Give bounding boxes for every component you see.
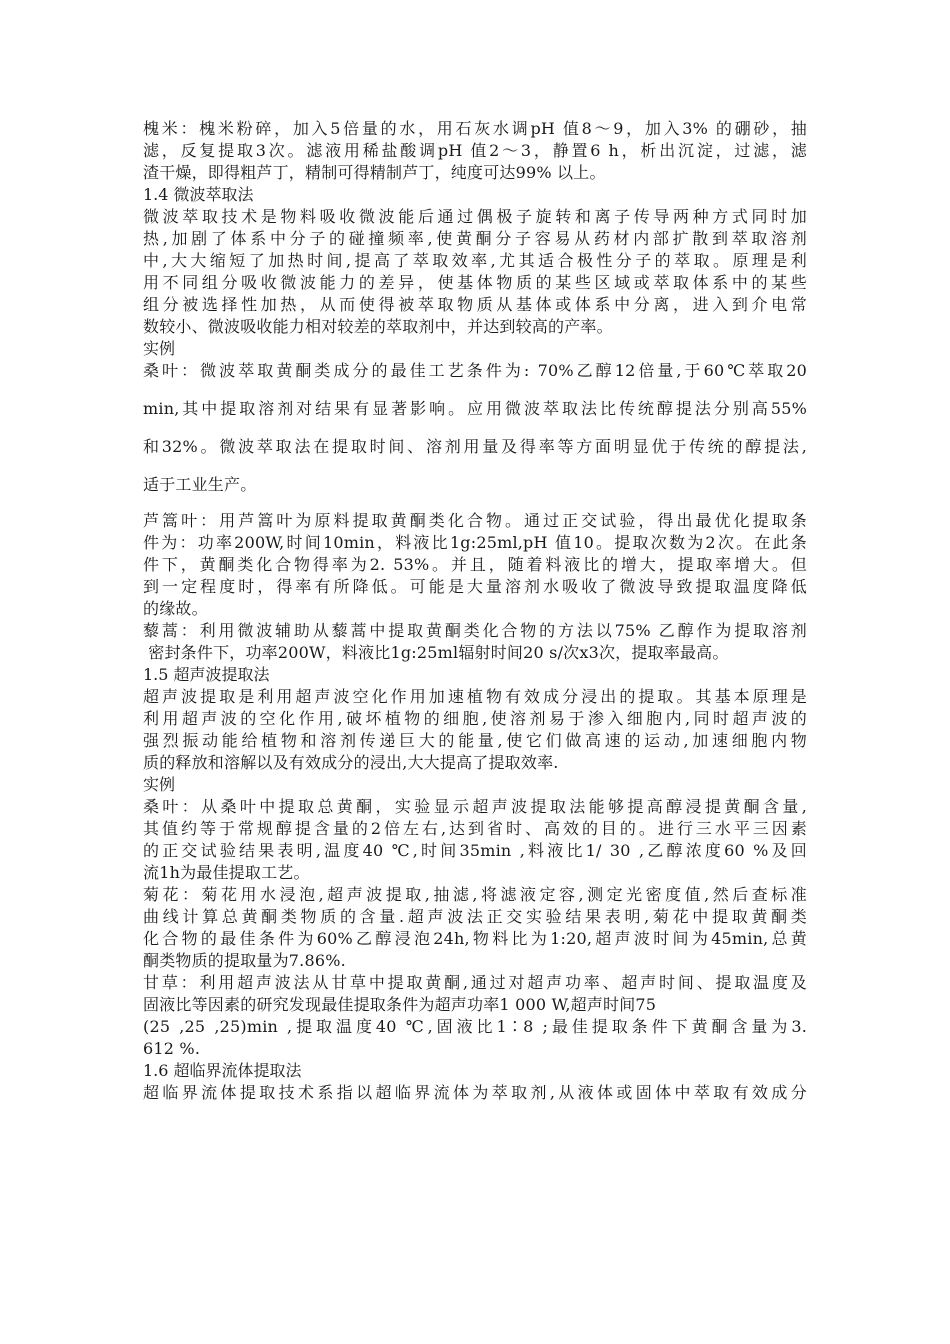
text-line: 藜蒿：利用微波辅助从藜蒿中提取黄酮类化合物的方法以75% 乙醇作为提取溶剂 (143, 621, 807, 640)
paragraph-supercritical (143, 1082, 807, 1104)
text-line: 利用超声波的空化作用,破坏植物的细胞,使溶剂易于渗入细胞内,同时超声波的 (143, 709, 807, 728)
text-line: 甘草：利用超声波法从甘草中提取黄酮,通过对超声功率、超声时间、提取温度及 (143, 973, 807, 992)
text-line: 件为：功率200W,时间10min，料液比1g:25ml,pH 值10。提取次数为2次。在此条 (143, 533, 807, 552)
paragraph-lihao (143, 620, 807, 664)
text-line: 中,大大缩短了加热时间,提高了萃取效率,尤其适合极性分子的萃取。原理是利 (143, 251, 807, 270)
example-label: 实例 (143, 339, 176, 358)
text-line: 到一定程度时，得率有所降低。可能是大量溶剂水吸收了微波导致提取温度降低 (143, 577, 807, 596)
text-line: 强烈振动能给植物和溶剂传递巨大的能量,使它们做高速的运动,加速细胞内物 (143, 731, 807, 750)
text-line: 612 %. (143, 1039, 201, 1058)
paragraph-juhua (143, 884, 807, 972)
text-line: 质的释放和溶解以及有效成分的浸出,大大提高了提取效率. (143, 753, 559, 772)
text-line: 组分被选择性加热，从而使得被萃取物质从基体或体系中分离，进入到介电常 (143, 295, 807, 314)
text-line: 微波萃取技术是物料吸收微波能后通过偶极子旋转和离子传导两种方式同时加 (143, 207, 807, 226)
text-line: 件下，黄酮类化合物得率为2. 53%。并且，随着料液比的增大，提取率增大。但 (143, 555, 807, 574)
text-line: min,其中提取溶剂对结果有显著影响。应用微波萃取法比传统醇提法分别高55% (143, 399, 807, 418)
paragraph-luhaoye (143, 510, 807, 620)
text-line: 超声波提取是利用超声波空化作用加速植物有效成分浸出的提取。其基本原理是 (143, 687, 807, 706)
text-line: 渣干燥，即得粗芦丁，精制可得精制芦丁，纯度可达99% 以上。 (143, 163, 606, 182)
text-line: (25 ,25 ,25)min ,提取温度40 ℃,固液比1∶8 ;最佳提取条件下黄酮含量为3. (143, 1017, 807, 1036)
text-line: 的缘故。 (143, 599, 208, 618)
section-heading-1-5: 1.5 超声波提取法 (143, 665, 270, 684)
text-line: 滤，反复提取3次。滤液用稀盐酸调pH 值2～3，静置6 h，析出沉淀，过滤，滤 (143, 141, 807, 160)
text-line: 和32%。微波萃取法在提取时间、溶剂用量及得率等方面明显优于传统的醇提法, (143, 437, 807, 456)
text-line: 槐米：槐米粉碎，加入5倍量的水，用石灰水调pH 值8～9，加入3% 的硼砂，抽 (143, 119, 807, 138)
text-line: 流1h为最佳提取工艺。 (143, 863, 310, 882)
text-line: 酮类物质的提取量为7.86%. (143, 951, 346, 970)
paragraph-ultrasonic-principle (143, 686, 807, 774)
paragraph-sangye-ultrasonic (143, 796, 807, 884)
text-line: 密封条件下，功率200W，料液比1g:25ml辐射时间20 s/次x3次，提取率最高。 (143, 643, 729, 662)
text-line: 的正交试验结果表明,温度40 ℃,时间35min ,料液比1/ 30 ,乙醇浓度60 %及回 (143, 841, 807, 860)
text-line: 数较小、微波吸收能力相对较差的萃取剂中，并达到较高的产率。 (143, 317, 613, 336)
text-line: 用不同组分吸收微波能力的差异，使基体物质的某些区域或萃取体系中的某些 (143, 273, 807, 292)
text-line: 固液比等因素的研究发现最佳提取条件为超声功率1 000 W,超声时间75 (143, 995, 657, 1014)
text-line: 化合物的最佳条件为60%乙醇浸泡24h,物料比为1:20,超声波时间为45min,总黄 (143, 929, 807, 948)
section-heading-1-4: 1.4 微波萃取法 (143, 185, 254, 204)
text-line: 热,加剧了体系中分子的碰撞频率,使黄酮分子容易从药材内部扩散到萃取溶剂 (143, 229, 807, 248)
text-line: 桑叶：从桑叶中提取总黄酮，实验显示超声波提取法能够提高醇浸提黄酮含量, (143, 797, 807, 816)
section-heading-1-6: 1.6 超临界流体提取法 (143, 1061, 302, 1080)
text-line: 曲线计算总黄酮类物质的含量.超声波法正交实验结果表明,菊花中提取黄酮类 (143, 907, 807, 926)
text-line: 超临界流体提取技术系指以超临界流体为萃取剂,从液体或固体中萃取有效成分 (143, 1083, 807, 1102)
paragraph-gancao (143, 972, 807, 1060)
paragraph-huaimi (143, 118, 807, 184)
paragraph-sangye-microwave (143, 360, 807, 510)
document-page (143, 118, 807, 1104)
text-line: 芦篙叶：用芦篙叶为原料提取黄酮类化合物。通过正交试验，得出最优化提取条 (143, 511, 807, 530)
paragraph-microwave-principle (143, 206, 807, 338)
example-label: 实例 (143, 775, 176, 794)
text-line: 其值约等于常规醇提含量的2倍左右,达到省时、高效的目的。进行三水平三因素 (143, 819, 807, 838)
text-line: 桑叶：微波萃取黄酮类成分的最佳工艺条件为: 70%乙醇12倍量,于60℃萃取20 (143, 361, 807, 380)
text-line: 菊花：菊花用水浸泡,超声波提取,抽滤,将滤液定容,测定光密度值,然后查标准 (143, 885, 807, 904)
text-line: 适于工业生产。 (143, 475, 257, 494)
